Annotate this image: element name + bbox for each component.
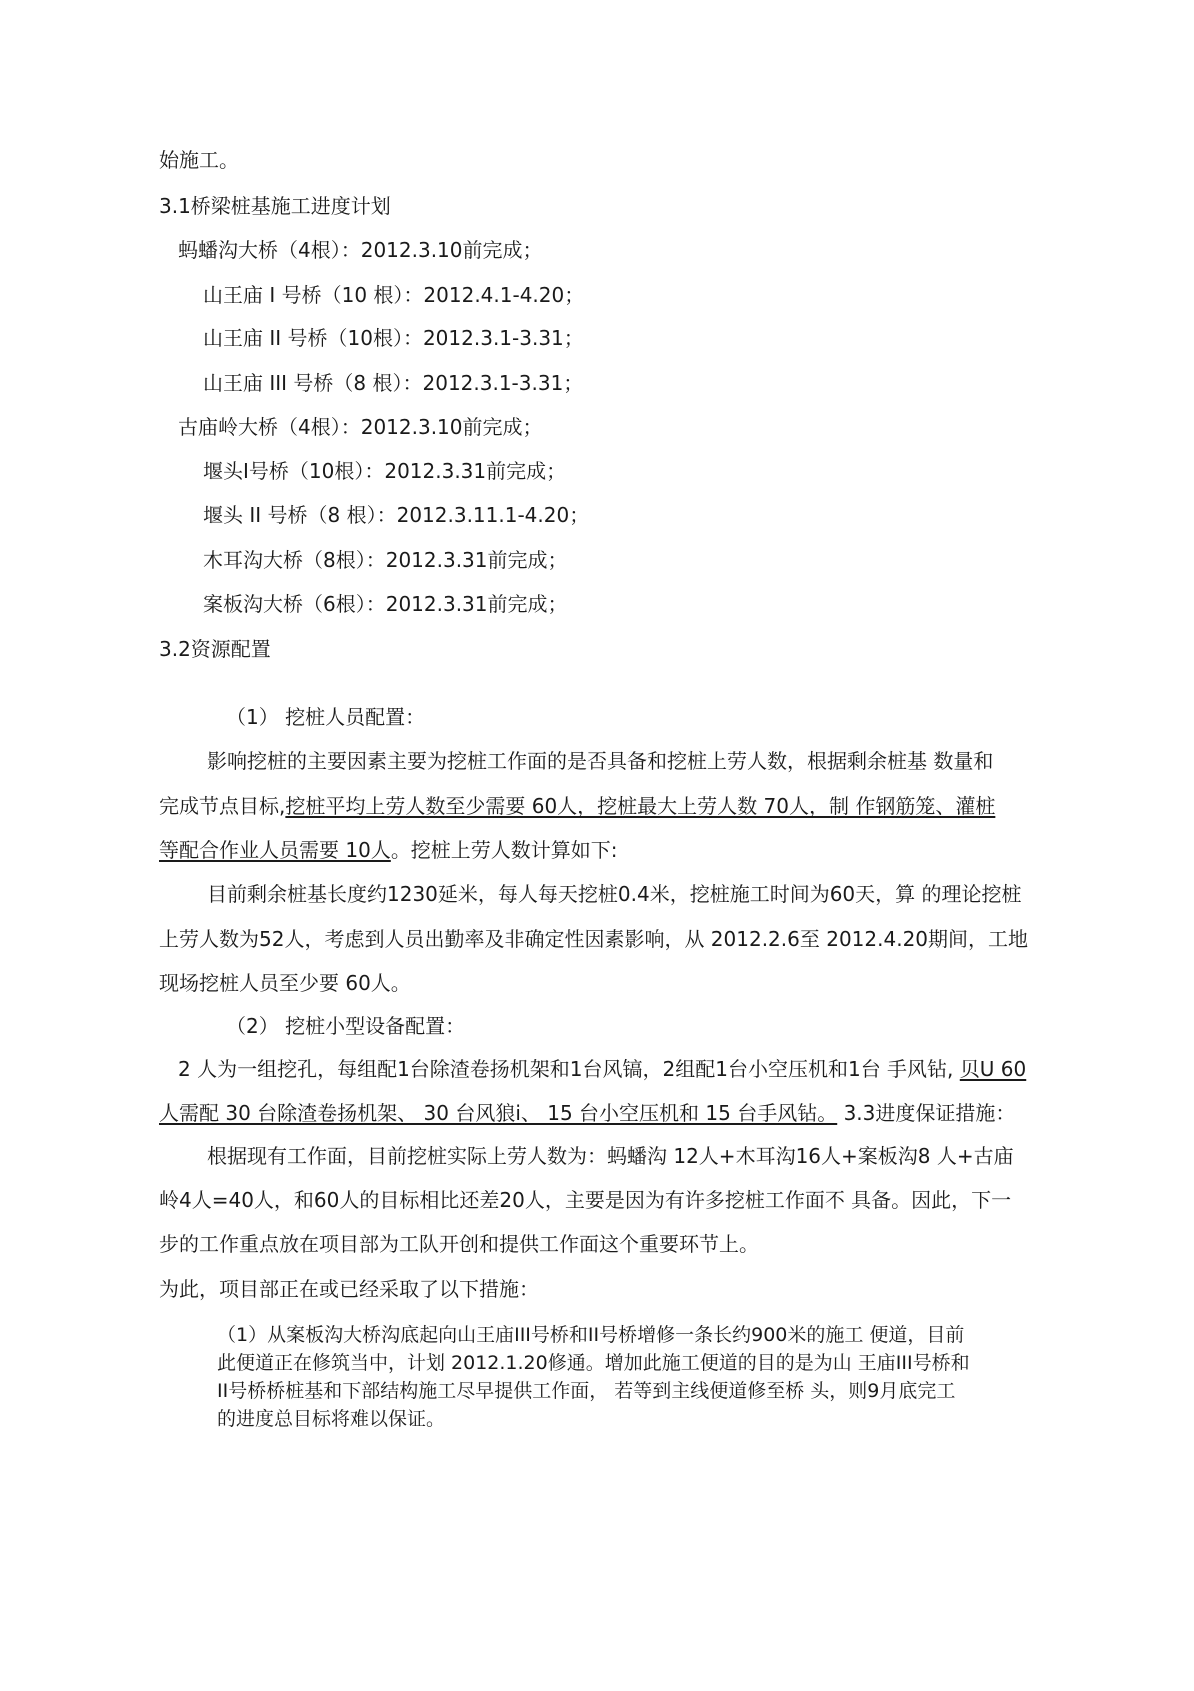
paragraph-line bbox=[178, 1056, 1026, 1082]
measure-item-line: 的进度总目标将难以保证。 bbox=[217, 1408, 446, 1430]
section-heading-3-2: 3.2资源配置 bbox=[159, 637, 271, 661]
schedule-item: 木耳沟大桥（8根）：2012.3.31前完成； bbox=[203, 548, 568, 572]
schedule-item: 堰头I号桥（10根）：2012.3.31前完成； bbox=[203, 459, 567, 483]
measure-item-line: （1）从案板沟大桥沟底起向山王庙III号桥和II号桥增修一条长约900米的施工 便道，目前 bbox=[217, 1324, 965, 1346]
text-line-continuation: 始施工。 bbox=[159, 148, 239, 172]
underlined-text: 人需配 30 台除渣卷扬机架、 30 台风狼i、 15 台小空压机和 15 台手风钻。 bbox=[159, 1101, 838, 1125]
paragraph-line bbox=[159, 837, 618, 863]
paragraph-line bbox=[159, 1100, 1015, 1126]
underlined-text: 贝U 60 bbox=[959, 1057, 1027, 1081]
schedule-item: 山王庙 III 号桥（8 根）：2012.3.1-3.31； bbox=[203, 371, 584, 395]
paragraph-line: 步的工作重点放在项目部为工队开创和提供工作面这个重要环节上。 bbox=[159, 1232, 759, 1256]
schedule-item: 山王庙 II 号桥（10根）：2012.3.1-3.31； bbox=[203, 326, 584, 350]
underlined-text: 挖桩平均上劳人数至少需要 60人，挖桩最大上劳人数 70人，制 作钢筋笼、灌桩 bbox=[285, 794, 996, 818]
paragraph-line: 为此，项目部正在或已经采取了以下措施： bbox=[159, 1277, 539, 1301]
schedule-item: 蚂蟠沟大桥（4根）：2012.3.10前完成； bbox=[178, 238, 543, 262]
paragraph-line bbox=[159, 793, 995, 819]
paragraph-line: 目前剩余桩基长度约1230延米，每人每天挖桩0.4米，挖桩施工时间为60天，算 的理论挖桩 bbox=[207, 882, 1022, 906]
subheading-equipment: （2） 挖桩小型设备配置： bbox=[226, 1014, 466, 1038]
measure-item-line: II号桥桥桩基和下部结构施工尽早提供工作面， 若等到主线便道修至桥 头，则9月底完工 bbox=[217, 1380, 956, 1402]
paragraph-line: 现场挖桩人员至少要 60人。 bbox=[159, 971, 411, 995]
text-span: 。挖桩上劳人数计算如下: bbox=[390, 838, 618, 862]
section-heading-3-1: 3.1桥梁桩基施工进度计划 bbox=[159, 194, 391, 218]
schedule-item: 古庙岭大桥（4根）：2012.3.10前完成； bbox=[178, 415, 543, 439]
schedule-item: 山王庙 I 号桥（10 根）：2012.4.1-4.20； bbox=[203, 283, 585, 307]
text-span: 完成节点目标, bbox=[159, 794, 286, 818]
paragraph-line: 影响挖桩的主要因素主要为挖桩工作面的是否具备和挖桩上劳人数，根据剩余桩基 数量和 bbox=[207, 749, 994, 773]
schedule-item: 堰头 II 号桥（8 根）：2012.3.11.1-4.20； bbox=[203, 503, 590, 527]
subheading-personnel: （1） 挖桩人员配置： bbox=[226, 705, 426, 729]
measure-item-line: 此便道正在修筑当中，计划 2012.1.20修通。增加此施工便道的目的是为山 王庙III号桥和 bbox=[217, 1352, 970, 1374]
paragraph-line: 岭4人=40人，和60人的目标相比还差20人，主要是因为有许多挖桩工作面不 具备。因此，下一 bbox=[159, 1188, 1012, 1212]
section-heading-3-3: 3.3进度保证措施： bbox=[837, 1101, 1016, 1125]
paragraph-line: 上劳人数为52人，考虑到人员出勤率及非确定性因素影响，从 2012.2.6至 2012.4.20期间，工地 bbox=[159, 927, 1029, 951]
underlined-text: 等配合作业人员需要 10人 bbox=[159, 838, 391, 862]
text-span: 2 人为一组挖孔，每组配1台除渣卷扬机架和1台风镐，2组配1台小空压机和1台 手风钻, bbox=[178, 1057, 960, 1081]
schedule-item: 案板沟大桥（6根）：2012.3.31前完成； bbox=[203, 592, 568, 616]
paragraph-line: 根据现有工作面，目前挖桩实际上劳人数为：蚂蟠沟 12人+木耳沟16人+案板沟8 人+古庙 bbox=[207, 1144, 1014, 1168]
